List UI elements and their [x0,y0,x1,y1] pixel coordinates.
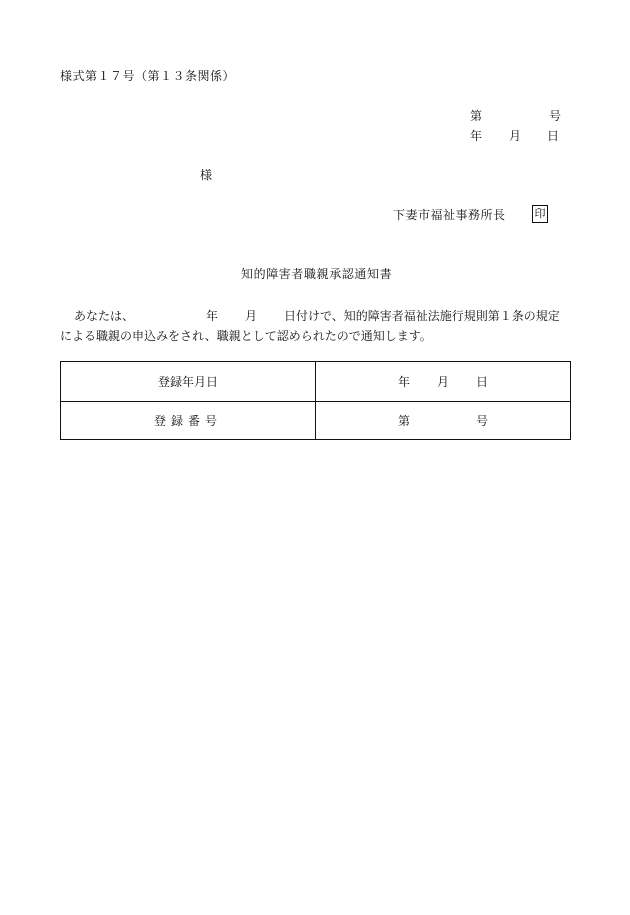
registration-date-label: 登録年月日 [61,362,316,401]
registration-date-day: 日 [476,375,489,389]
document-number-prefix: 第 [470,109,483,123]
body-text-rest: 日付けで、知的障害者福祉法施行規則第１条の規定 [284,309,560,323]
registration-date-year: 年 [397,375,410,389]
document-title: 知的障害者職親承認通知書 [241,267,393,281]
document-number-suffix: 号 [549,109,562,123]
registration-number-label: 登録番号 [61,401,316,439]
form-number: 様式第１７号（第１３条関係） [60,69,236,83]
body-text-year: 年 [206,309,219,323]
issue-date-year: 年 [470,129,483,143]
notice-body-line-2: による職親の申込みをされ、職親として認められたので通知します。 [60,329,432,343]
notice-body-line-1 [60,306,580,326]
issuer-name: 下妻市福祉事務所長 [393,208,506,222]
table-row [61,362,570,402]
notice-body [60,306,580,346]
addressee-honorific: 様 [200,168,213,182]
registration-date-value [316,362,570,401]
issue-date-day: 日 [547,129,560,143]
registration-number-suffix: 号 [476,413,489,428]
issue-date-month: 月 [509,129,522,143]
registration-table [60,361,571,440]
registration-number-value [316,401,570,439]
seal-mark: 印 [532,205,548,223]
registration-number-prefix: 第 [397,413,410,428]
body-text-month: 月 [245,309,258,323]
body-text-intro: あなたは、 [74,309,135,323]
table-row [61,401,570,439]
registration-date-month: 月 [436,375,449,389]
